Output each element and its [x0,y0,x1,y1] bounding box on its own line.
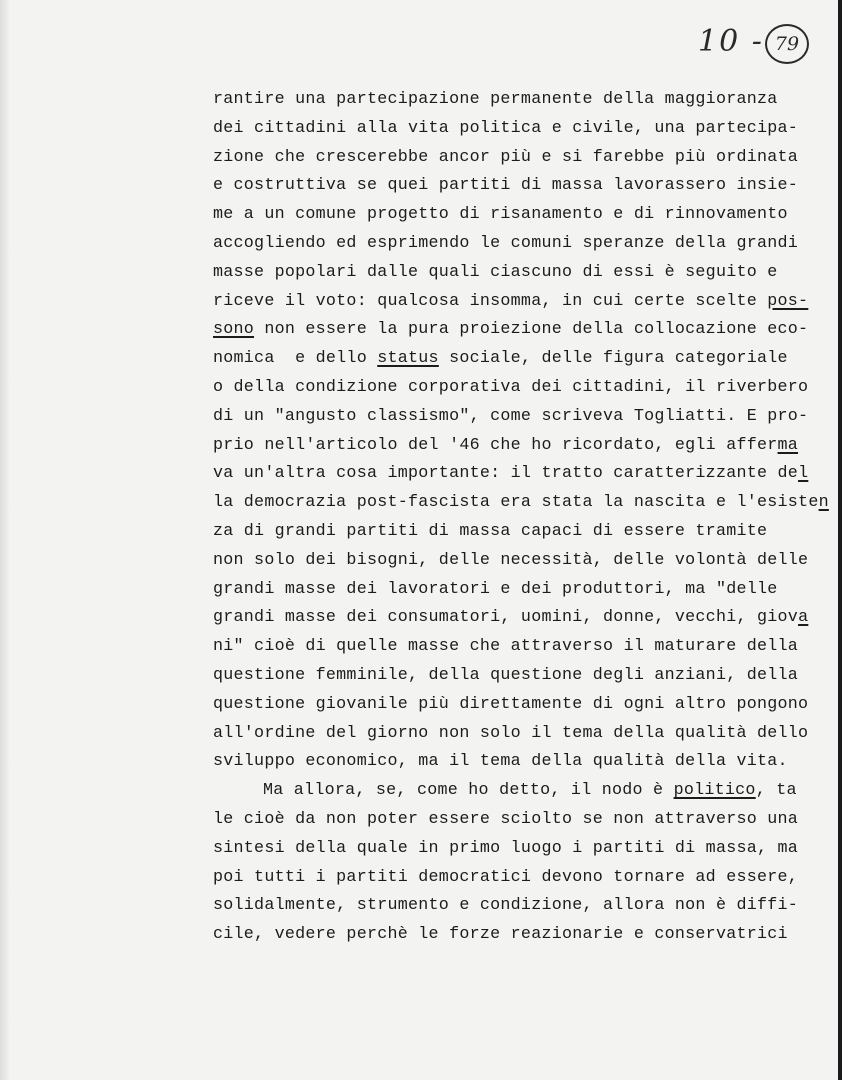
text-line: dei cittadini alla vita politica e civile, una partecipa- [213,118,799,138]
text-line: questione giovanile più direttamente di ogni altro pongono [213,694,809,714]
handwritten-page-number: 10 - [698,24,764,59]
text-line: sviluppo economico, ma il tema della qualità della vita. [213,752,788,772]
text-line: cile, vedere perchè le forze reazionarie e conservatrici [213,925,788,945]
text-line: all'ordine del giorno non solo il tema della qualità dello [213,723,809,743]
typewritten-body [213,86,829,950]
text-line: me a un comune progetto di risanamento e di rinnovamento [213,205,788,225]
text-line: accogliendo ed esprimendo le comuni speranze della grandi [213,233,799,253]
text-line: zione che crescerebbe ancor più e si farebbe più ordinata [213,147,799,167]
text-line: va un'altra cosa importante: il tratto caratterizzante del [213,464,809,484]
text-line: grandi masse dei lavoratori e dei produttori, ma "delle [213,579,778,599]
circled-page-number: 79 [765,24,809,64]
text-line: o della condizione corporativa dei cittadini, il riverbero [213,377,809,397]
text-line: riceve il voto: qualcosa insomma, in cui certe scelte pos- [213,291,809,311]
scan-right-edge [838,0,842,1080]
text-line: sono non essere la pura proiezione della collocazione eco- [213,320,809,340]
text-line: poi tutti i partiti democratici devono tornare ad essere, [213,867,799,887]
text-line: sintesi della quale in primo luogo i partiti di massa, ma [213,838,799,858]
text-line: rantire una partecipazione permanente della maggioranza [213,90,778,109]
text-line: masse popolari dalle quali ciascuno di essi è seguito e [213,262,778,282]
text-line: e costruttiva se quei partiti di massa lavorassero insie- [213,176,799,196]
text-line: prio nell'articolo del '46 che ho ricordato, egli afferma [213,435,799,455]
text-line: non solo dei bisogni, delle necessità, delle volontà delle [213,550,809,570]
text-line: di un "angusto classismo", come scriveva Togliatti. E pro- [213,406,809,426]
text-line: ni" cioè di quelle masse che attraverso il maturare della [213,637,799,657]
text-line: za di grandi partiti di massa capaci di essere tramite [213,521,768,541]
text-line: la democrazia post-fascista era stata la nascita e l'esisten [213,493,829,513]
text-line: le cioè da non poter essere sciolto se non attraverso una [213,809,799,829]
scan-left-shadow [0,0,10,1080]
text-line: questione femminile, della questione degli anziani, della [213,665,799,685]
text-line: solidalmente, strumento e condizione, allora non è diffi- [213,896,799,916]
text-line: grandi masse dei consumatori, uomini, donne, vecchi, giova [213,608,809,628]
text-line: nomica e dello status sociale, delle figura categoriale [213,349,788,369]
text-line: Ma allora, se, come ho detto, il nodo è politico, ta [263,781,797,801]
